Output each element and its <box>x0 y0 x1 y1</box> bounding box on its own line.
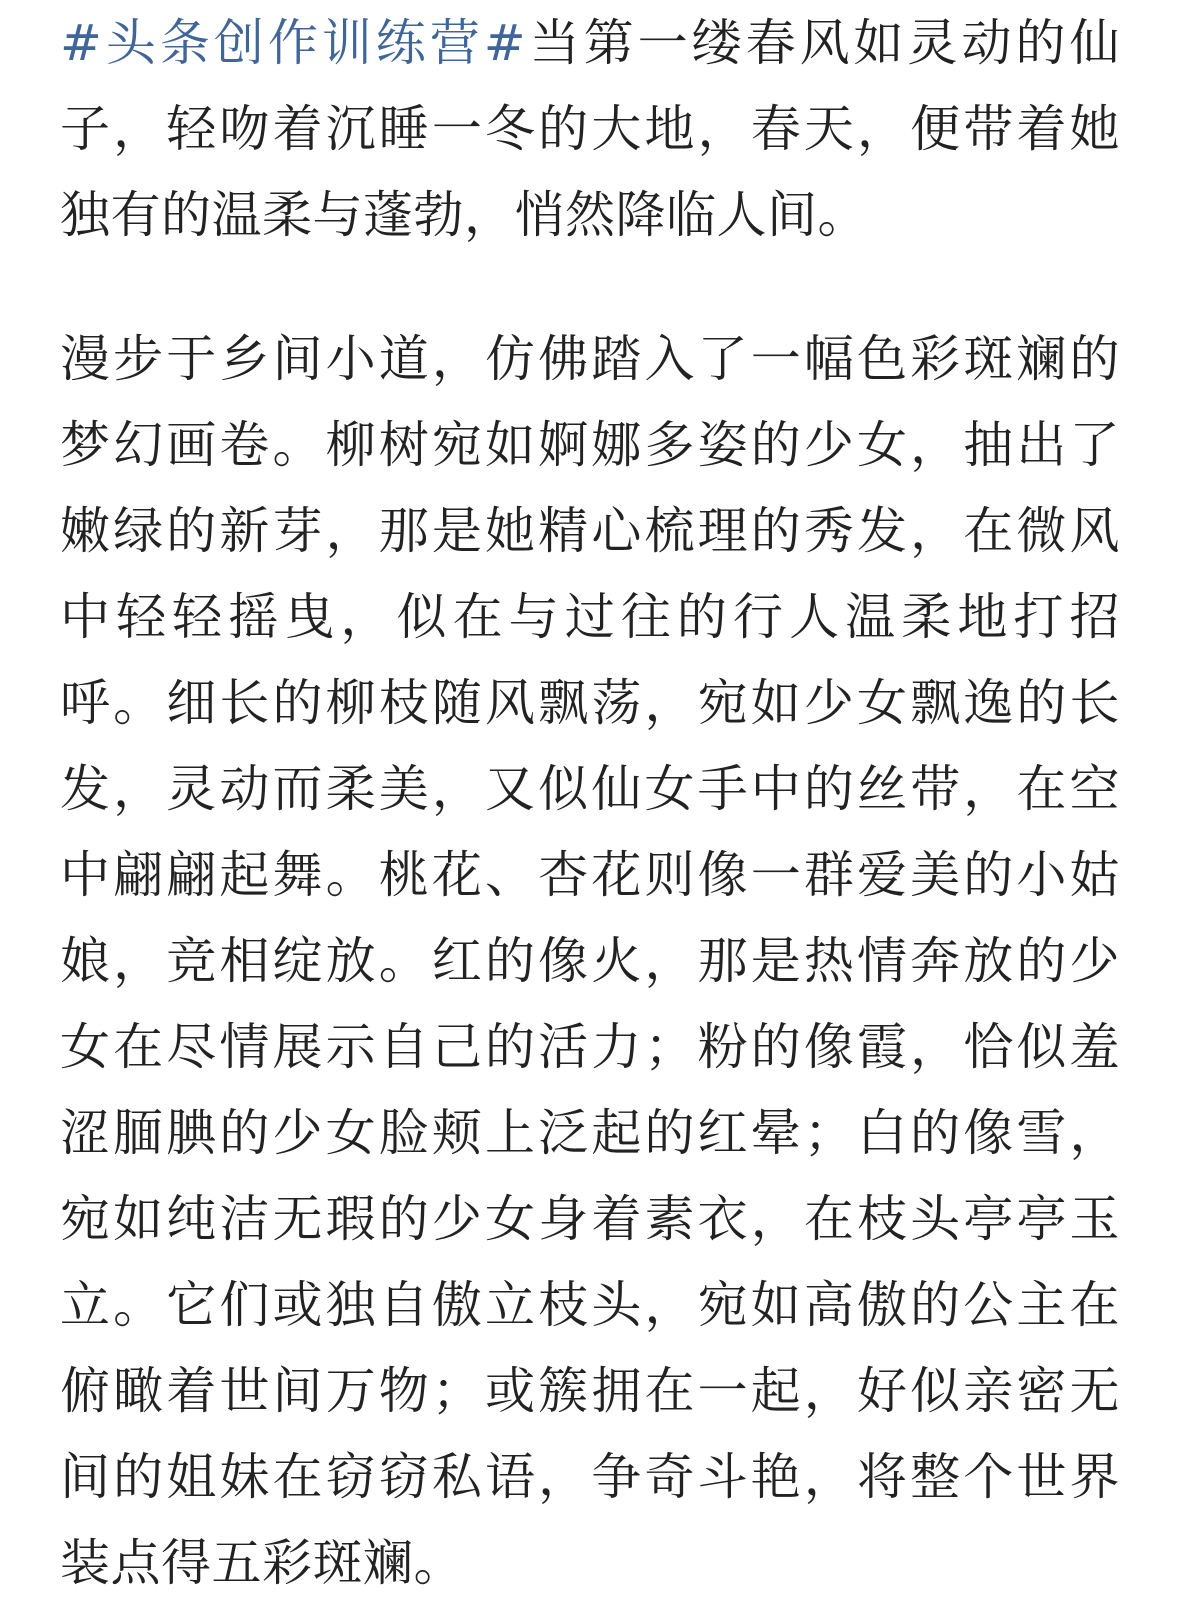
paragraph-intro <box>60 0 1120 258</box>
paragraph-main <box>60 316 1120 1606</box>
paragraph-main-text: 漫步于乡间小道，仿佛踏入了一幅色彩斑斓的梦幻画卷。柳树宛如婀娜多姿的少女，抽出了嫩绿的新芽，那是她精心梳理的秀发，在微风中轻轻摇曳，似在与过往的行人温柔地打招呼。细长的柳枝随风飘荡，宛如少女飘逸的长发，灵动而柔美，又似仙女手中的丝带，在空中翩翩起舞。桃花、杏花则像一群爱美的小姑娘，竞相绽放。红的像火，那是热情奔放的少女在尽情展示自己的活力；粉的像霞，恰似羞涩腼腆的少女脸颊上泛起的红晕；白的像雪，宛如纯洁无瑕的少女身着素衣，在枝头亭亭玉立。它们或独自傲立枝头，宛如高傲的公主在俯瞰着世间万物；或簇拥在一起，好似亲密无间的姐妹在窃窃私语，争奇斗艳，将整个世界装点得五彩斑斓。 <box>60 330 1120 1592</box>
paragraph-intro-text: 当第一缕春风如灵动的仙子，轻吻着沉睡一冬的大地，春天，便带着她独有的温柔与蓬勃，悄然降临人间。 <box>60 14 1120 244</box>
article-body <box>60 0 1120 1606</box>
hashtag-link[interactable]: #头条创作训练营# <box>60 14 527 72</box>
